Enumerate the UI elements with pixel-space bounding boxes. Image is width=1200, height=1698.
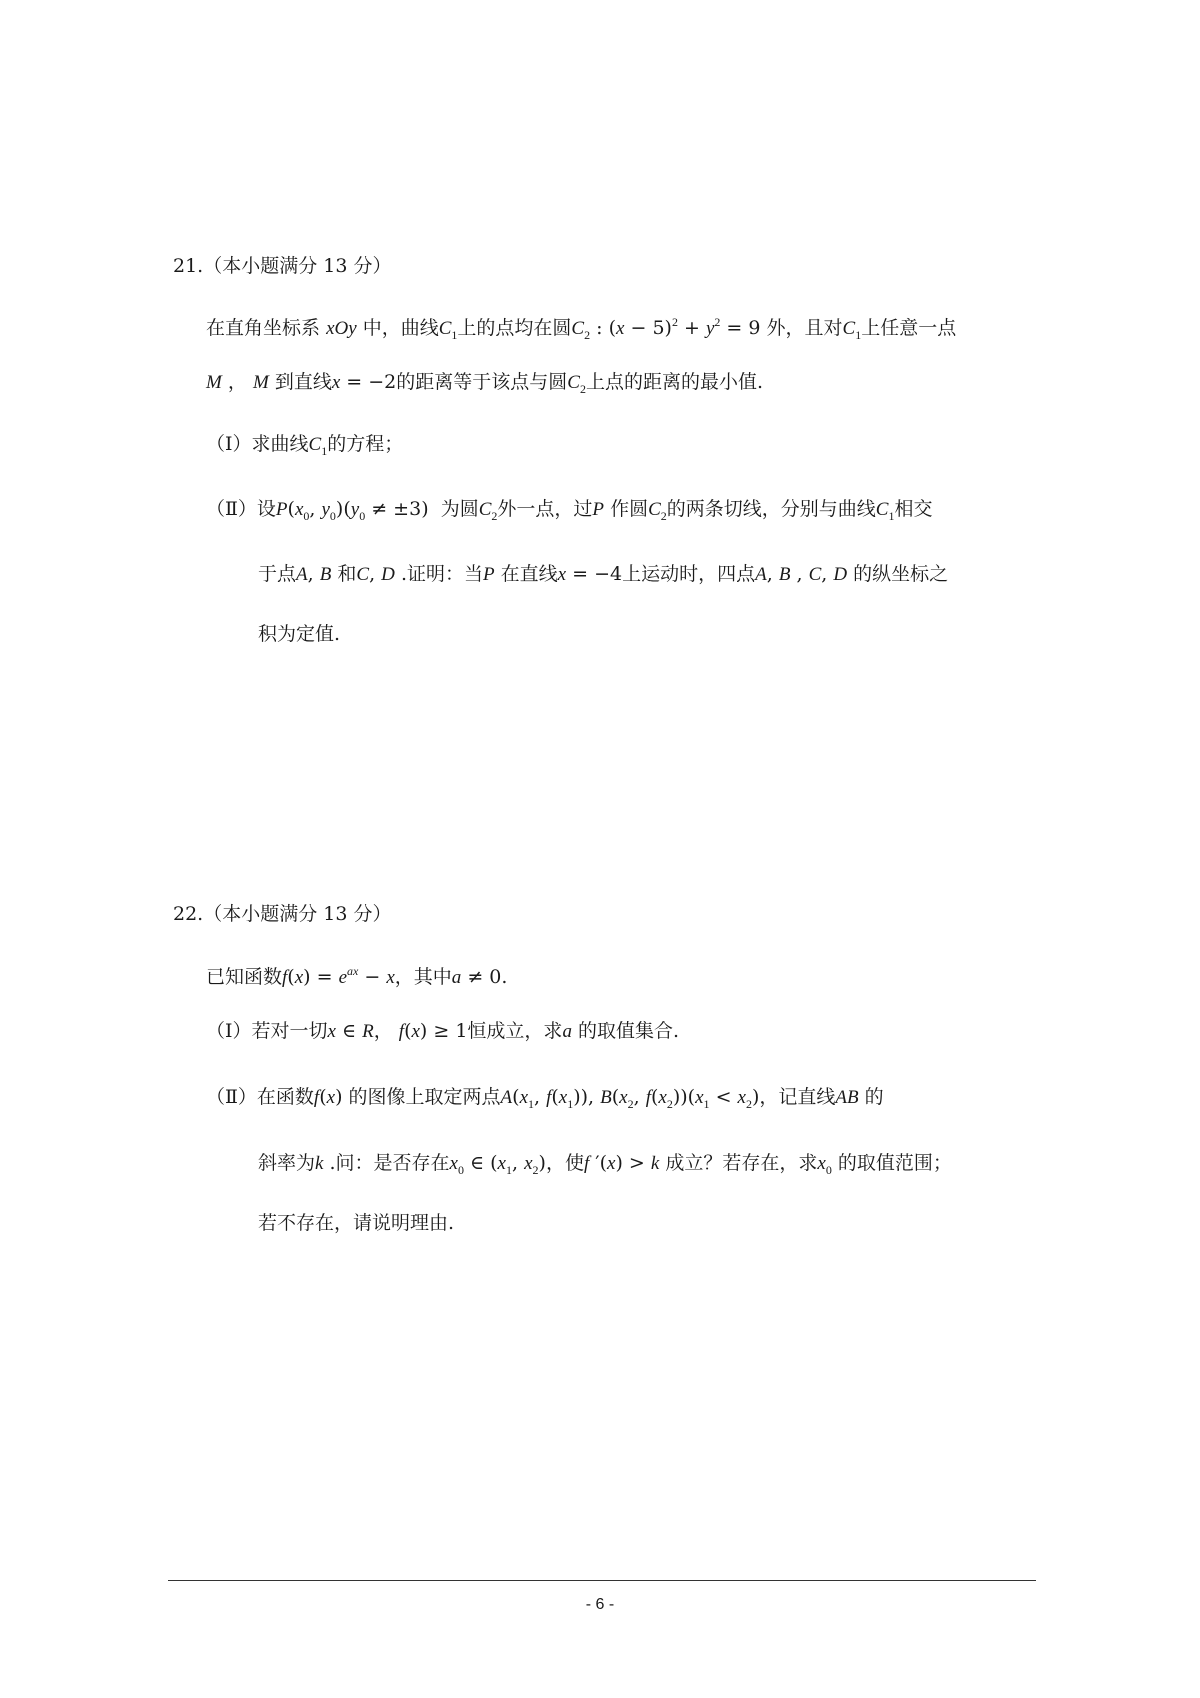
- question-22-heading: 22.（本小题满分 13 分）: [173, 903, 392, 925]
- question-21-stem-line-1: 在直角坐标系 xOy 中，曲线$C_1$上的点均在圆$C_2$ : $(x - 5)^2 + y^2 = 9$ 外，且对$C_1$上任意一点: [206, 315, 957, 342]
- footer-divider: [168, 1580, 1036, 1581]
- question-22-part-2-line-3: 若不存在，请说明理由.: [258, 1212, 455, 1234]
- question-21-stem-line-2: M ， M 到直线x = −2的距离等于该点与圆$C_2$上点的距离的最小值.: [206, 371, 764, 396]
- question-21-part-2-line-3: 积为定值.: [258, 623, 341, 645]
- question-21-part-1: （Ⅰ）求曲线$C_1$的方程；: [206, 433, 404, 458]
- question-22-part-2-line-1: （Ⅱ）在函数f(x) 的图像上取定两点$A(x_1$, $f(x_1)$), $B(x_2$, $f(x_2))(x_1 < x_2)$，记直线AB 的: [206, 1086, 884, 1111]
- question-22-part-2-line-2: 斜率为k .问：是否存在$x_0$ ∈ ($x_1$, $x_2$)，使f ′(x) > k 成立？若存在，求$x_0$ 的取值范围；: [258, 1152, 952, 1177]
- question-22-part-1: （Ⅰ）若对一切x ∈ R， f(x) ≥ 1恒成立，求a 的取值集合.: [206, 1020, 680, 1042]
- question-21-part-2-line-1: （Ⅱ）设$P(x_0$, $y_0)(y_0 \ne \pm 3)$ 为圆$C_2$外一点，过P 作圆$C_2$的两条切线，分别与曲线$C_1$相交: [206, 498, 933, 523]
- question-21-part-2-line-2: 于点A, B 和C, D .证明：当P 在直线x = −4上运动时，四点A, B , C, D 的纵坐标之: [258, 563, 949, 585]
- page-number: - 6 -: [585, 1596, 615, 1613]
- question-22-stem: 已知函数$f(x) = e^{ax} - x$，其中a ≠ 0.: [206, 964, 508, 988]
- question-21-heading: 21.（本小题满分 13 分）: [173, 255, 392, 277]
